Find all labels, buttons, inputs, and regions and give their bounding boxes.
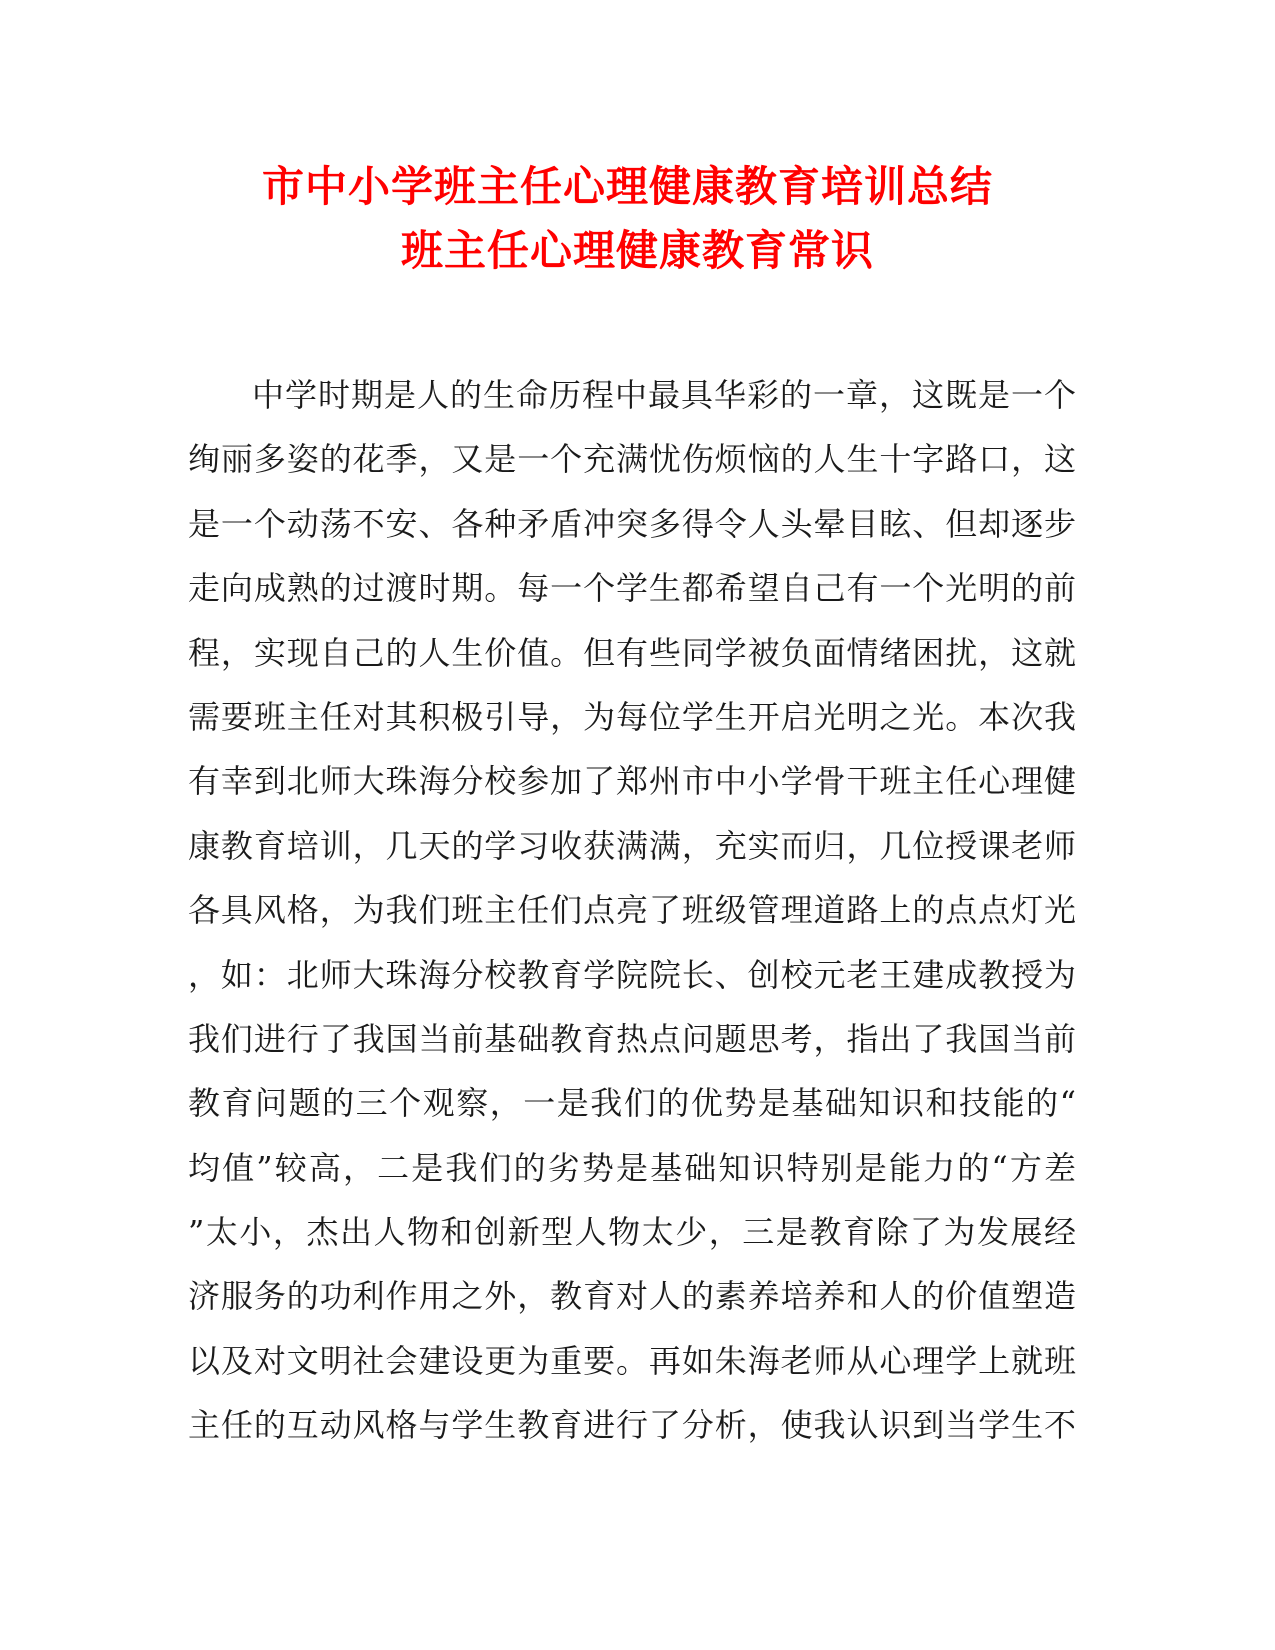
paragraph-line: 中学时期是人的生命历程中最具华彩的一章，这既是一个 — [252, 376, 1076, 414]
main-title: 市中小学班主任心理健康教育培训总结 — [261, 162, 993, 211]
paragraph-line: 程，实现自己的人生价值。但有些同学被负面情绪困扰，这就 — [188, 633, 1076, 672]
paragraph-line: 主任的互动风格与学生教育进行了分析，使我认识到当学生不 — [188, 1406, 1076, 1445]
paragraph-line: ，如：北师大珠海分校教育学院院长、创校元老王建成教授为 — [188, 955, 1076, 994]
body-paragraph — [188, 363, 1088, 1458]
paragraph-line: 是一个动荡不安、各种矛盾冲突多得令人头晕目眩、但却逐步 — [188, 504, 1076, 543]
paragraph-line: 各具风格，为我们班主任们点亮了班级管理道路上的点点灯光 — [188, 891, 1076, 930]
paragraph-line: 教育问题的三个观察，一是我们的优势是基础知识和技能的“ — [188, 1084, 1076, 1123]
paragraph-line: 康教育培训，几天的学习收获满满，充实而归，几位授课老师 — [188, 826, 1076, 865]
paragraph-line: 有幸到北师大珠海分校参加了郑州市中小学骨干班主任心理健 — [188, 762, 1076, 801]
paragraph-line: 济服务的功利作用之外，教育对人的素养培养和人的价值塑造 — [188, 1277, 1076, 1316]
paragraph-line: 我们进行了我国当前基础教育热点问题思考，指出了我国当前 — [188, 1019, 1076, 1058]
paragraph-line: 绚丽多姿的花季，又是一个充满忧伤烦恼的人生十字路口，这 — [188, 440, 1076, 479]
sub-title: 班主任心理健康教育常识 — [400, 226, 874, 275]
paragraph-line: 均值”较高，二是我们的劣势是基础知识特别是能力的“方差 — [188, 1148, 1076, 1187]
title-block — [0, 155, 1275, 283]
paragraph-line: 以及对文明社会建设更为重要。再如朱海老师从心理学上就班 — [188, 1341, 1076, 1380]
paragraph-line: 走向成熟的过渡时期。每一个学生都希望自己有一个光明的前 — [188, 569, 1076, 608]
paragraph-line: 需要班主任对其积极引导，为每位学生开启光明之光。本次我 — [188, 697, 1076, 736]
paragraph-line: ”太小，杰出人物和创新型人物太少，三是教育除了为发展经 — [188, 1213, 1076, 1252]
